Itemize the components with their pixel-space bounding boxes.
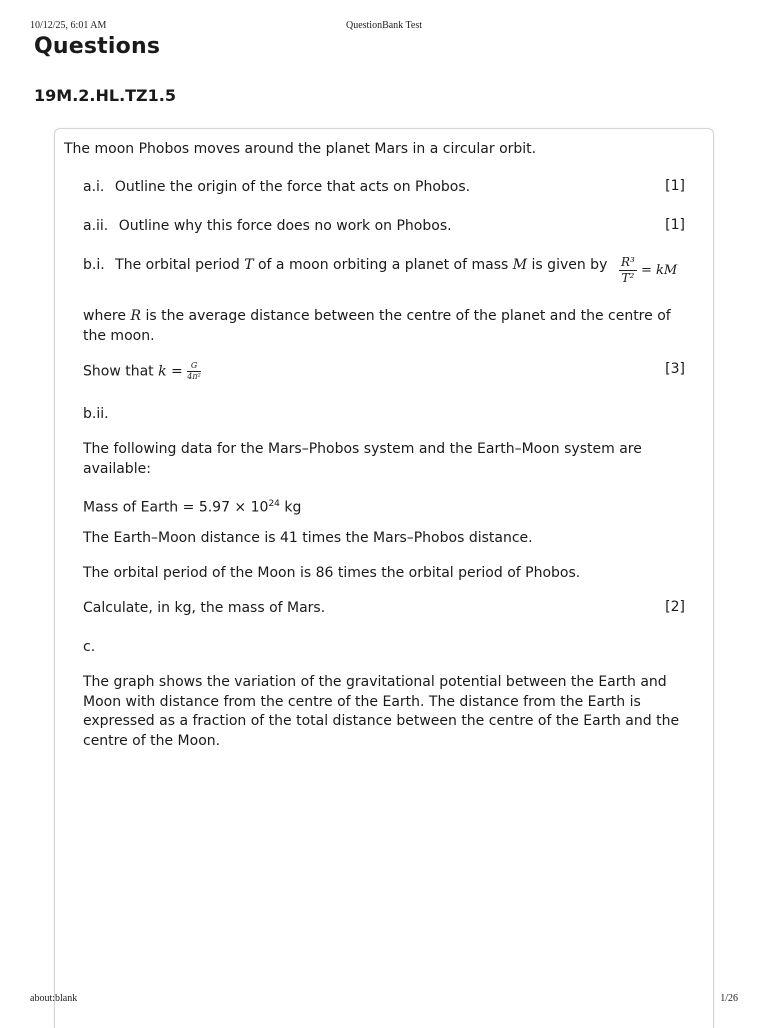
formula-denominator: T²	[621, 271, 635, 285]
part-b-ii-earth-mass	[83, 495, 683, 518]
show-lhs: k =	[158, 363, 183, 380]
part-b-i-where	[83, 307, 683, 346]
part-b-ii-period: The orbital period of the Moon is 86 times the orbital period of Phobos.	[83, 565, 581, 581]
part-b-i-text-3: is given by	[531, 257, 608, 273]
part-b-i-marks: [3]	[665, 361, 685, 377]
question-intro: The moon Phobos moves around the planet Mars in a circular orbit.	[64, 141, 537, 157]
var-T: T	[244, 257, 254, 273]
page-title: Questions	[34, 34, 161, 59]
part-b-i-number: b.i.	[83, 257, 105, 273]
print-url: about:blank	[30, 993, 78, 1004]
earth-mass-unit: kg	[279, 499, 302, 516]
show-text: Show that	[83, 363, 154, 380]
part-a-i-text: Outline the origin of the force that acts on Phobos.	[114, 179, 471, 195]
part-a-i-marks: [1]	[665, 178, 685, 194]
print-datetime: 10/12/25, 6:01 AM	[30, 20, 107, 31]
var-M: M	[512, 257, 528, 273]
where-text-1: where	[83, 308, 126, 324]
part-b-i	[83, 256, 683, 276]
where-text-2: is the average distance between the centre of the planet and the centre of the moon.	[83, 308, 671, 344]
part-b-ii-number: b.ii.	[83, 406, 109, 422]
show-denominator: 4π²	[187, 372, 201, 381]
print-page-number: 1/26	[720, 993, 738, 1004]
formula-rhs: = kM	[641, 263, 678, 278]
print-header	[30, 20, 738, 34]
kepler-formula	[619, 255, 677, 286]
part-a-ii-text: Outline why this force does no work on Phobos.	[118, 218, 452, 234]
question-code: 19M.2.HL.TZ1.5	[34, 86, 176, 105]
part-a-i	[83, 178, 683, 198]
earth-mass-exponent: 24	[268, 499, 280, 509]
part-a-ii-marks: [1]	[665, 217, 685, 233]
part-b-ii-marks: [2]	[665, 599, 685, 615]
show-numerator: G	[187, 361, 201, 372]
show-fraction	[187, 361, 201, 382]
part-b-i-show	[83, 361, 683, 382]
part-b-ii-task: Calculate, in kg, the mass of Mars.	[83, 600, 326, 616]
formula-fraction	[619, 255, 637, 286]
part-a-ii	[83, 217, 683, 237]
earth-mass-text: Mass of Earth = 5.97 × 10	[83, 499, 269, 516]
question-card	[54, 128, 714, 1028]
formula-numerator: R³	[621, 255, 635, 269]
part-c-number: c.	[83, 639, 96, 655]
print-doc-title: QuestionBank Test	[345, 20, 423, 31]
part-b-ii-data-intro: The following data for the Mars–Phobos system and the Earth–Moon system are available:	[83, 441, 642, 477]
part-a-i-number: a.i.	[83, 179, 105, 195]
part-a-ii-number: a.ii.	[83, 218, 109, 234]
part-b-i-text-1: The orbital period	[115, 257, 240, 273]
print-footer	[30, 993, 738, 1007]
part-b-i-text-2: of a moon orbiting a planet of mass	[257, 257, 509, 273]
part-c-text: The graph shows the variation of the gravitational potential between the Earth and Moon with distance from the centre of the Earth. The distance from the Earth is expressed as a fraction of the total distance between the centre of the Earth and the centre of the Moon.	[83, 674, 680, 749]
part-b-ii-distance: The Earth–Moon distance is 41 times the Mars–Phobos distance.	[83, 530, 533, 546]
var-R: R	[130, 308, 141, 324]
